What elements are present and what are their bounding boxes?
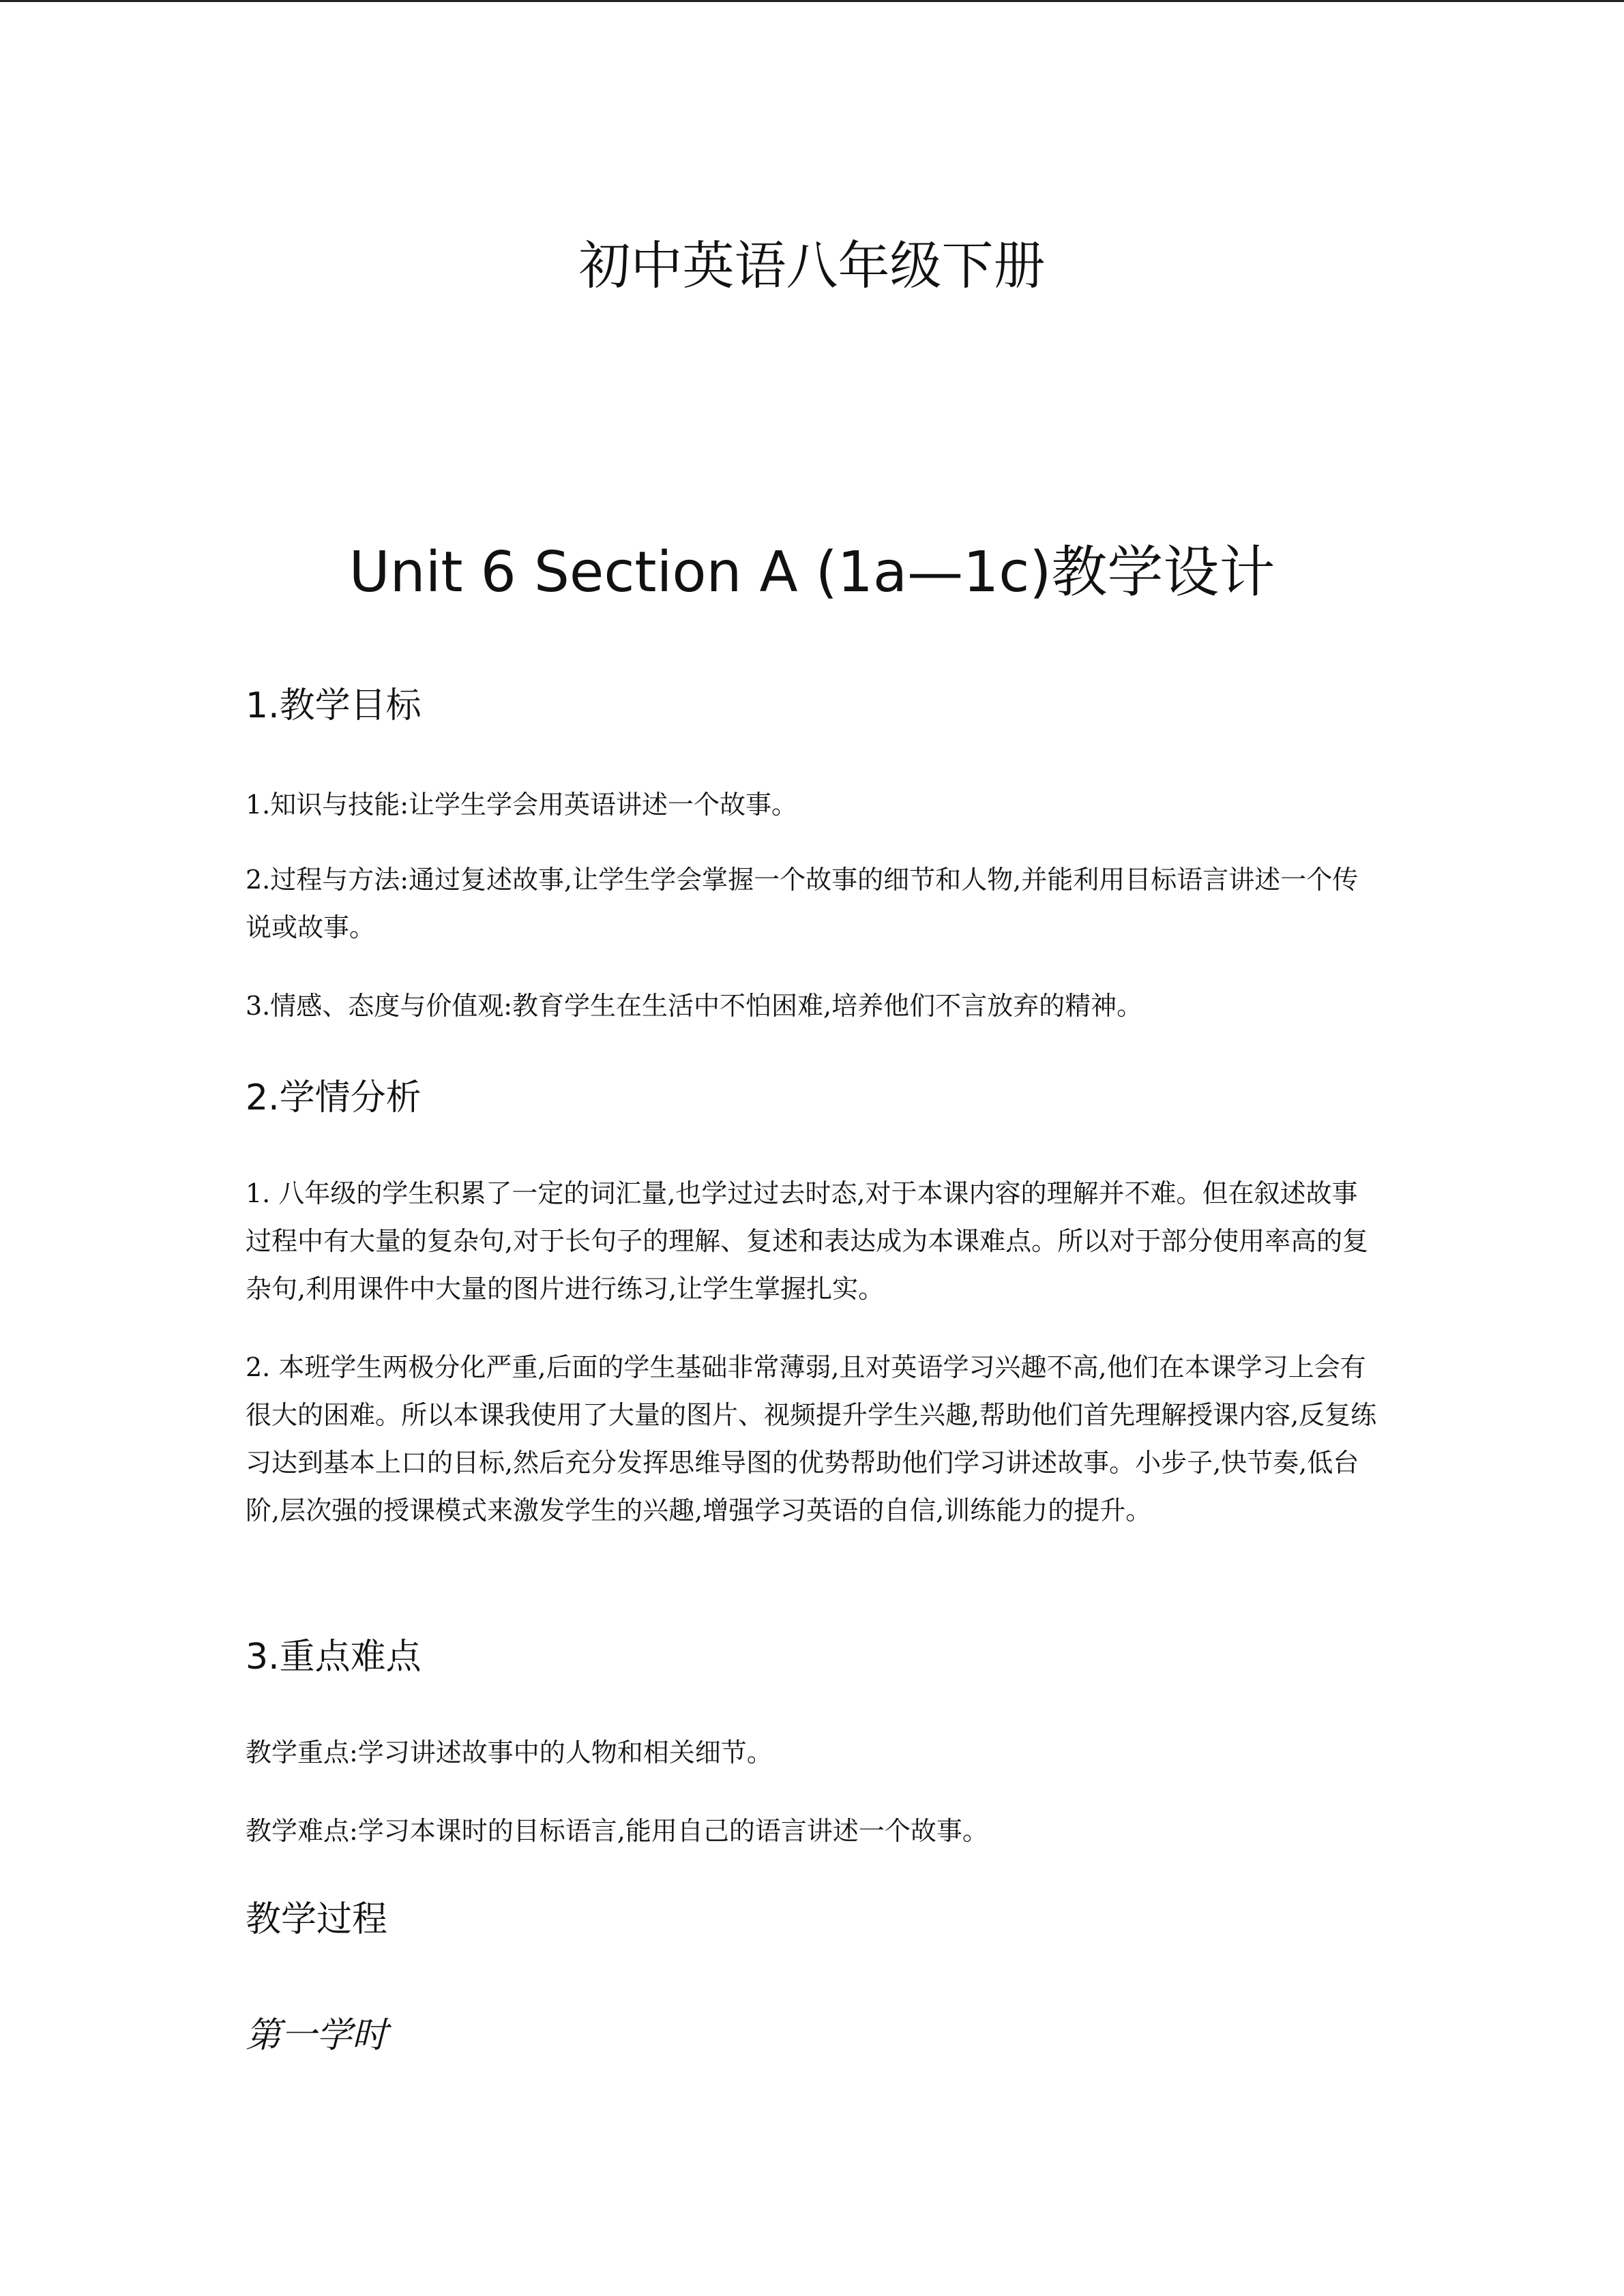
document-subtitle: Unit 6 Section A (1a—1c)教学设计	[349, 540, 1275, 605]
difficult-point: 教学难点:学习本课时的目标语言,能用自己的语言讲述一个故事。	[246, 1816, 988, 1846]
key-point: 教学重点:学习讲述故事中的人物和相关细节。	[246, 1738, 773, 1768]
objective-knowledge: 1.知识与技能:让学生学会用英语讲述一个故事。	[246, 790, 798, 820]
analysis-paragraph-1: 1. 八年级的学生积累了一定的词汇量,也学过过去时态,对于本课内容的理解并不难。但在叙述故事过程中有大量的复杂句,对于长句子的理解、复述和表达成为本课难点。所以对于部分使用率高的复杂句,利用课件中大量的图片进行练习,让学生掌握扎实。	[246, 1178, 1369, 1304]
objective-process: 2.过程与方法:通过复述故事,让学生学会掌握一个故事的细节和人物,并能利用目标语言讲述一个传说或故事。	[246, 865, 1359, 942]
analysis-paragraph-2: 2. 本班学生两极分化严重,后面的学生基础非常薄弱,且对英语学习兴趣不高,他们在本课学习上会有很大的困难。所以本课我使用了大量的图片、视频提升学生兴趣,帮助他们首先理解授课内容,反复练习达到基本上口的目标,然后充分发挥思维导图的优势帮助他们学习讲述故事。小步子,快节奏,低台阶,层次强的授课模式来激发学生的兴趣,增强学习英语的自信,训练能力的提升。	[246, 1352, 1377, 1525]
period-heading: 第一学时	[246, 2015, 388, 2056]
section-heading-teaching-process: 教学过程	[246, 1899, 388, 1940]
section-heading-analysis: 2.学情分析	[246, 1077, 422, 1118]
objective-attitude: 3.情感、态度与价值观:教育学生在生活中不怕困难,培养他们不言放弃的精神。	[246, 991, 1143, 1021]
section-heading-objectives: 1.教学目标	[246, 685, 422, 726]
page-top-border	[0, 0, 1624, 2]
section-heading-key-points: 3.重点难点	[246, 1637, 422, 1678]
document-title: 初中英语八年级下册	[578, 235, 1046, 296]
